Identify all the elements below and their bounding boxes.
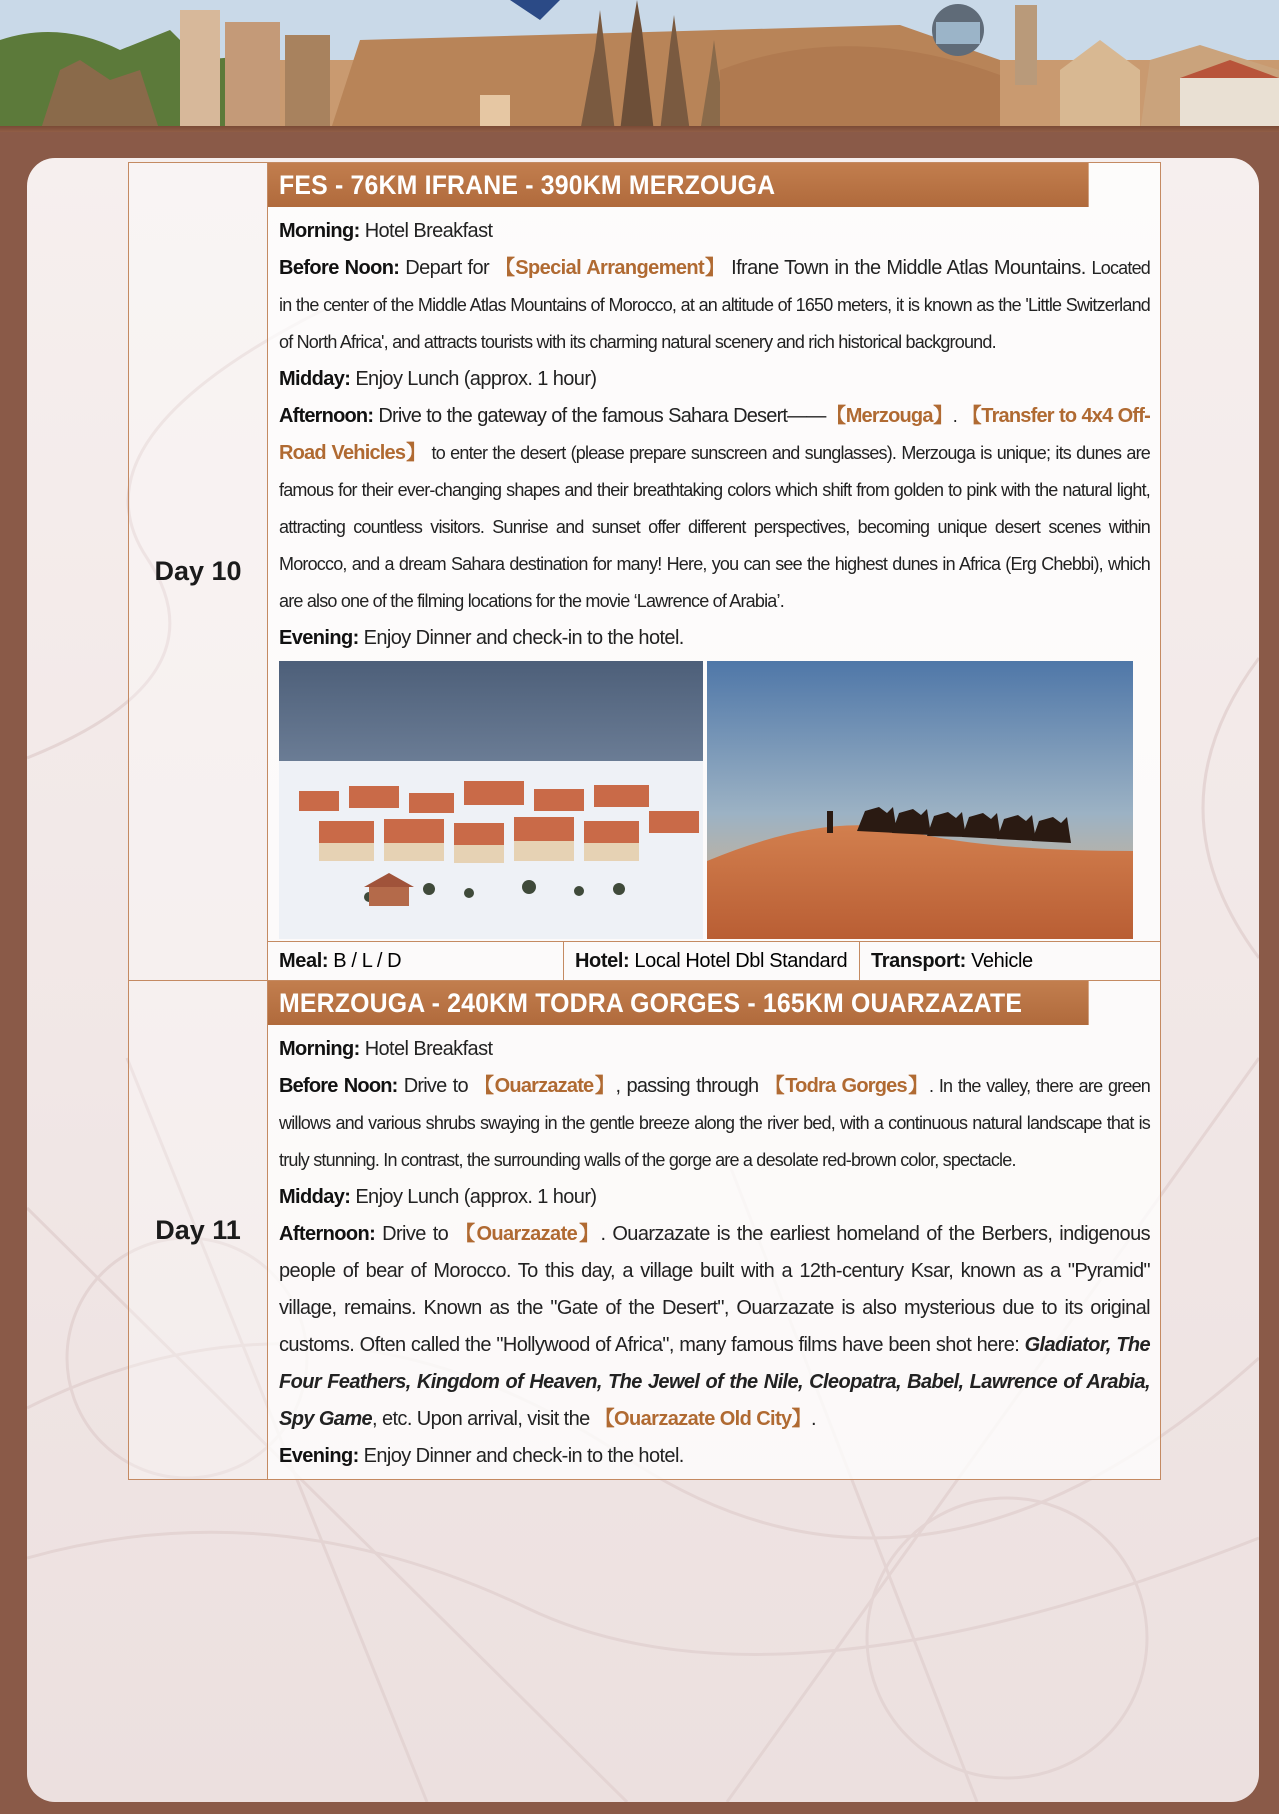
day-label: Day 10 [129, 163, 268, 981]
highlight-text: 【Transfer to 4x4 Off-Road Vehicles】 [279, 405, 1150, 464]
before-noon-text: Drive to [397, 1075, 474, 1097]
morning-text: Hotel Breakfast [359, 220, 493, 242]
before-noon-label: Before Noon: [279, 1075, 398, 1097]
before-noon-text: . In the valley, there are green willows and various shrubs swaying in the gentle breeze along the river bed, with a continuous natural landscape that is truly stunning. In contrast, the surrounding walls of the gorge are a desolate red-brown color, spectacle. [279, 1076, 1150, 1170]
before-noon-text: Located in the center of the Middle Atlas Mountains of Morocco, at an altitude of 1650 meters, it is known as the 'Little Switzerland of North Africa', and attracts tourists with its charming natural scenery and rich historical background. [279, 258, 1150, 352]
hotel-info [563, 942, 859, 980]
afternoon-text: Upon arrival, visit the [411, 1408, 595, 1430]
meal-value: B / L / D [328, 950, 402, 972]
before-noon-text: , passing through [615, 1075, 765, 1097]
day-content [268, 163, 1161, 981]
morning-label: Morning: [279, 220, 360, 242]
midday-text: Enjoy Lunch (approx. 1 hour) [350, 368, 597, 390]
highlight-text: 【Ouarzazate Old City】 [594, 1408, 811, 1430]
ifrane-town-photo [279, 661, 703, 939]
afternoon-label: Afternoon: [279, 1223, 376, 1245]
midday-line [279, 1179, 1150, 1216]
morning-line [279, 213, 1150, 250]
before-noon-text: Depart for [399, 257, 495, 279]
day-row [129, 163, 1161, 981]
afternoon-text: . Ouarzazate is the earliest homeland of the Berbers, indigenous people of bear of Morocco. To this day, a village built with a 12th-century Ksar, known as a "Pyramid" village, remains. Known as the "Gate of the Desert", Ouarzazate is also mysterious due to its original customs. Often called the "Hollywood of Africa", many famous films have been shot here: [279, 1223, 1150, 1356]
afternoon-label: Afternoon: [279, 405, 374, 427]
afternoon-text: Drive to [375, 1223, 456, 1245]
route-title: FES - 76KM IFRANE - 390KM MERZOUGA [268, 163, 1089, 207]
afternoon-text: to enter the desert (please prepare sunscreen and sunglasses). Merzouga is unique; its dunes are famous for their ever-changing shapes and their breathtaking colors which shift from golden to pink with the natural light, attracting countless visitors. Sunrise and sunset offer different perspectives, becoming unique desert scenes within Morocco, and a dream Sahara destination for many! Here, you can see the highest dunes in Africa (Erg Chebbi), which are also one of the filming locations for the movie ‘Lawrence of Arabia’. [279, 443, 1150, 611]
midday-label: Midday: [279, 1186, 351, 1208]
morning-text: Hotel Breakfast [359, 1038, 493, 1060]
day-label: Day 11 [129, 981, 268, 1480]
morning-label: Morning: [279, 1038, 360, 1060]
day-description [268, 207, 1160, 661]
evening-text: Enjoy Dinner and check-in to the hotel. [358, 627, 684, 649]
highlight-text: 【Merzouga】 [825, 405, 953, 427]
day-content [268, 981, 1161, 1480]
banner-strip [0, 126, 1279, 132]
morning-line [279, 1031, 1150, 1068]
highlight-text: 【Todra Gorges】 [764, 1075, 929, 1097]
evening-label: Evening: [279, 627, 359, 649]
highlight-text: 【Ouarzazate】 [455, 1223, 601, 1245]
trip-info-row [268, 941, 1160, 980]
itinerary-table [128, 162, 1161, 1480]
evening-text: Enjoy Dinner and check-in to the hotel. [358, 1445, 684, 1467]
day-description [268, 1025, 1160, 1479]
day-row [129, 981, 1161, 1480]
evening-label: Evening: [279, 1445, 359, 1467]
afternoon-line [279, 1216, 1150, 1438]
hotel-value: Local Hotel Dbl Standard [629, 950, 848, 972]
afternoon-line [279, 398, 1150, 620]
highlight-text: 【Ouarzazate】 [474, 1075, 616, 1097]
evening-line [279, 620, 1150, 657]
hotel-label: Hotel: [575, 950, 630, 972]
film-titles: Gladiator, The Four Feathers, Kingdom of Heaven, The Jewel of the Nile, Cleopatra, Babel, Lawrence of Arabia, Spy Game [279, 1334, 1150, 1430]
sahara-camel-photo [707, 661, 1133, 939]
before-noon-text: Ifrane Town in the Middle Atlas Mountains. [725, 257, 1092, 279]
transport-label: Transport: [871, 950, 966, 972]
evening-line [279, 1438, 1150, 1475]
meal-label: Meal: [279, 950, 329, 972]
meal-info [268, 942, 563, 980]
midday-text: Enjoy Lunch (approx. 1 hour) [350, 1186, 597, 1208]
transport-info [859, 942, 1033, 980]
header-banner [0, 0, 1279, 132]
skyline-illustration [0, 0, 1279, 132]
afternoon-text: . [810, 1408, 816, 1430]
route-title: MERZOUGA - 240KM TODRA GORGES - 165KM OUARZAZATE [268, 981, 1089, 1025]
transport-value: Vehicle [965, 950, 1033, 972]
afternoon-text: Drive to the gateway of the famous Sahara Desert—— [373, 405, 826, 427]
afternoon-text: , etc. [372, 1408, 412, 1430]
midday-label: Midday: [279, 368, 351, 390]
highlight-text: 【Special Arrangement】 [494, 257, 726, 279]
before-noon-line [279, 1068, 1150, 1179]
photo-row [268, 661, 1160, 941]
afternoon-text: . [952, 406, 962, 426]
before-noon-line [279, 250, 1150, 361]
midday-line [279, 361, 1150, 398]
before-noon-label: Before Noon: [279, 257, 400, 279]
